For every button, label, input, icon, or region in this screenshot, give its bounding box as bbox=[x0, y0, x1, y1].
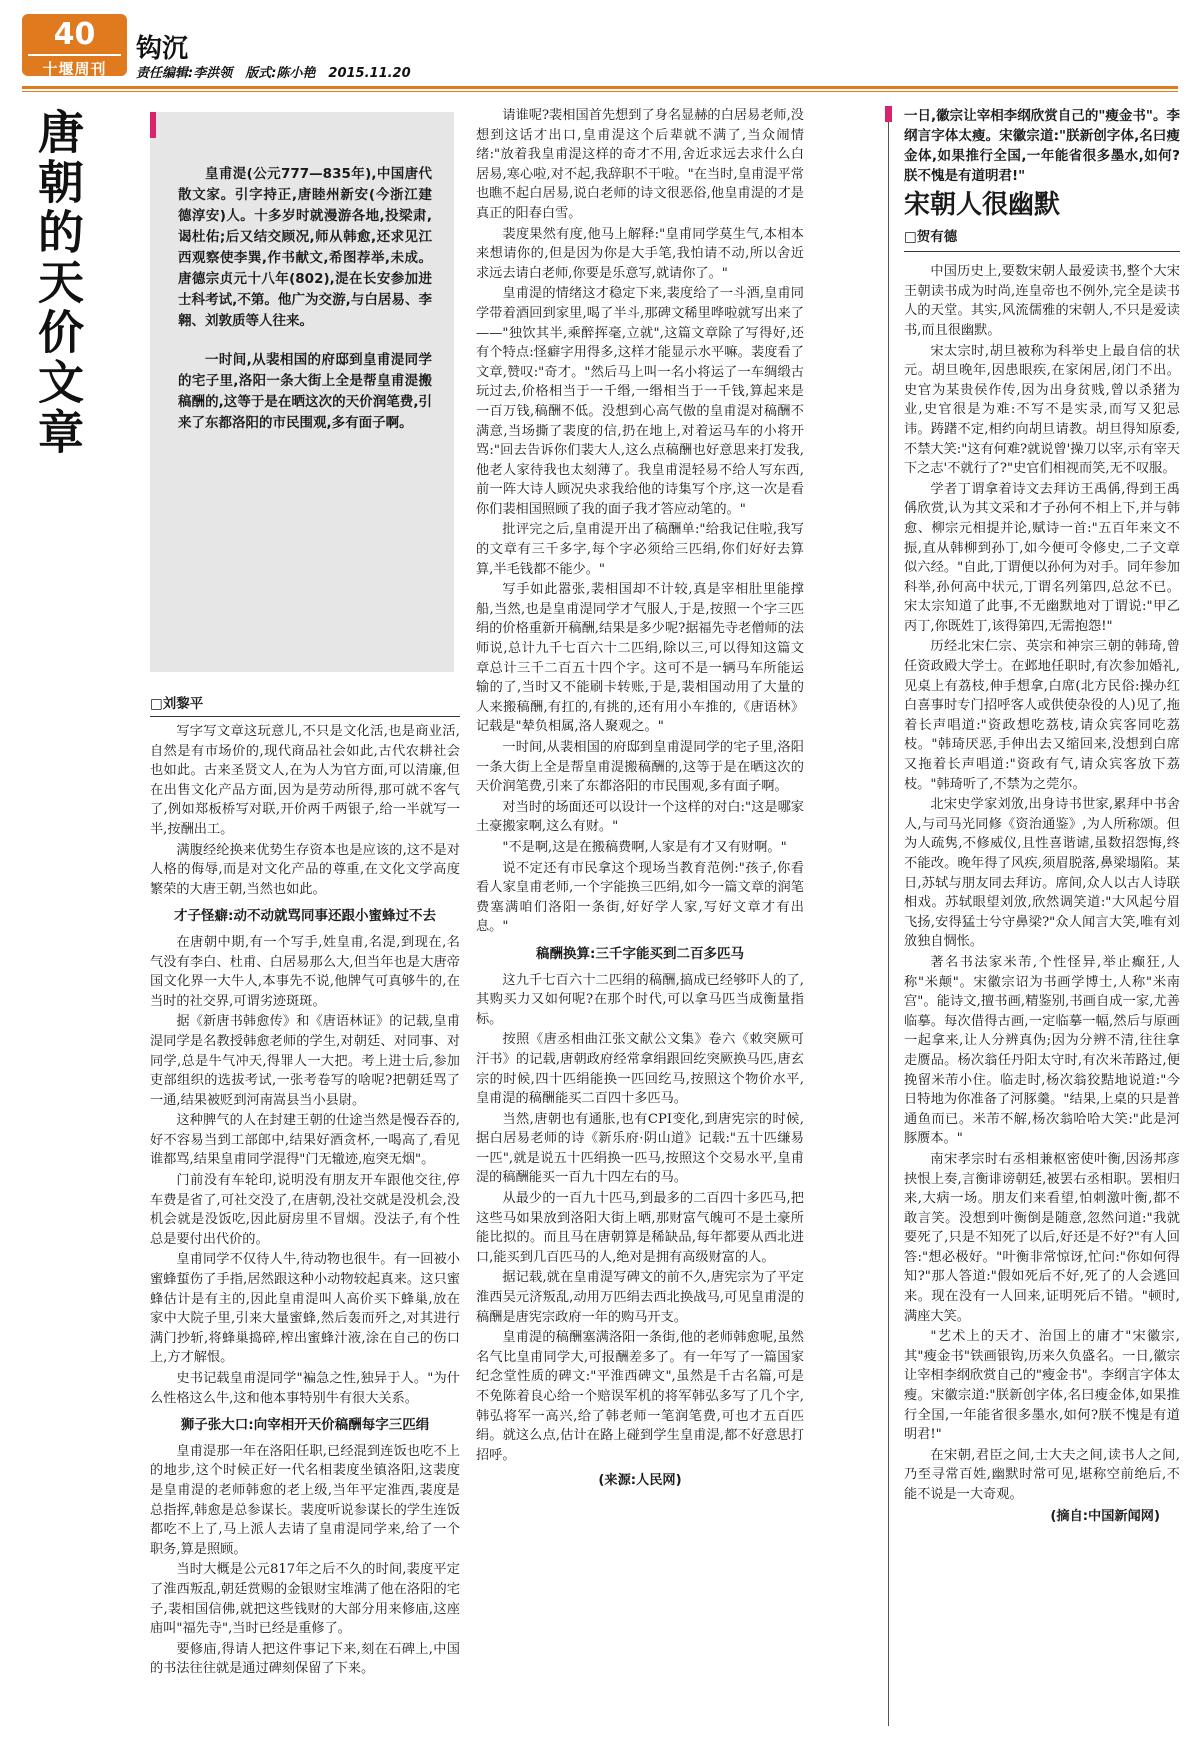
body-paragraph: 当然,唐朝也有通胀,也有CPI变化,到唐宪宗的时候,据白居易老师的诗《新乐府·阴山道》记载:"五十匹缣易一匹",就是说五十匹绢换一匹马,按照这个交易水平,皇甫湜的稿酬能买一百九十四左右的马。 bbox=[476, 1111, 804, 1186]
body-paragraph: 皇甫同学不仅待人牛,待动物也很牛。有一回被小蜜蜂蜇伤了手指,居然跟这种小动物较起真来。这只蜜蜂估计是有主的,因此皇甫湜叫人高价买下蜂巢,放在家中大院子里,引来大量蜜蜂,然后轰而歼之,对其进行满门抄斩,将蜂巢捣碎,榨出蜜蜂汁液,涂在自己的伤口上,方才解恨。 bbox=[150, 1252, 460, 1366]
pull-quote: 一日,徽宗让宰相李纲欣赏自己的"瘦金书"。李纲言字体太瘦。宋徽宗道:"朕新创字体,名曰瘦金体,如果推行全国,一年能省很多墨水,如何?朕不愧是有道明君!" bbox=[904, 108, 1180, 184]
body-paragraph: 按照《唐丞相曲江张文献公文集》卷六《敕突厥可汗书》的记载,唐朝政府经常拿绢跟回纥突厥换马匹,唐玄宗的时候,四十匹绢能换一匹回纥马,按照这个物价水平,皇甫湜的稿酬能买二百四十多匹马。 bbox=[476, 1032, 804, 1107]
article-column-1 bbox=[150, 722, 460, 1680]
body-paragraph: 写手如此嚣张,裴相国却不计较,真是宰相肚里能撑船,当然,也是皇甫湜同学才气服人,于是,按照一个字三匹绢的价格重新开稿酬,结果是多少呢?据福先寺老僧师的法师说,总计九千七百六十二匹绢,除以三,可以得知这篇文章总计三千二百五十四个字。这可不是一辆马车所能运输的了,当时又不能刷卡转账,于是,裴相国动用了大量的人来搬稿酬,有扛的,有挑的,还有用小车推的,《唐语林》记载是"辇负相属,洛人聚观之。" bbox=[476, 582, 804, 735]
source-credit: (摘自:中国新闻网) bbox=[1050, 1508, 1160, 1524]
body-paragraph: 著名书法家米芾,个性怪异,举止癫狂,人称"米颠"。宋徽宗诏为书画学博士,人称"米南宫"。能诗文,擅书画,精鉴别,书画自成一家,尤善临摹。每次借得古画,一定临摹一幅,然后与原画一起拿来,让人分辨真伪;因为分辨不清,往往拿走赝品。杨次翁任丹阳太守时,有次米芾路过,便挽留米芾小住。临走时,杨次翁狡黠地说道:"今日特地为你准备了河豚羹。"结果,上桌的只是普通鱼而已。米芾不解,杨次翁哈哈大笑:"此是河豚赝本。" bbox=[904, 954, 1180, 1147]
body-paragraph: 皇甫湜的情绪这才稳定下来,裴度给了一斗酒,皇甫同学带着酒回到家里,喝了半斗,那碑文稀里哗啦就写出来了——"独饮其半,乘醉挥毫,立就",这篇文章除了写得好,还有个特点:怪癖字用得多,这样才能显示水平嘛。裴度看了文章,赞叹:"奇才。"然后马上叫一名小将运了一车绸缎古玩过去,价格相当于一千缗,一缗相当于一千钱,算起来是一百万钱,稿酬不低。没想到心高气傲的皇甫湜对稿酬不满意,当场撕了裴度的信,扔在地上,对着运马车的小将开骂:"回去告诉你们裴大人,这么点稿酬也好意思来打发我,他老人家待我也太刻薄了。我皇甫湜轻易不给人写东西,前一阵大诗人顾况央求我给他的诗集写个序,这一次是看你们裴相国照顾了我的面子我才答应动笔的。" bbox=[476, 286, 804, 517]
body-paragraph: 在唐朝中期,有一个写手,姓皇甫,名湜,到现在,名气没有李白、杜甫、白居易那么大,但当年也是大唐帝国文化界一大牛人,本事先不说,他牌气可真够牛的,在当时的社交界,可谓劣迹斑斑。 bbox=[150, 934, 460, 1009]
page-number: 40 bbox=[53, 17, 96, 52]
intro-paragraph: 皇甫湜(公元777—835年),中国唐代散文家。引字持正,唐睦州新安(今浙江建德淳安)人。十多岁时就漫游各地,投梁肃,谒杜佑;后又结交顾况,师从韩愈,还求见江西观察使李巽,作书献文,希图荐举,未成。唐德宗贞元十八年(802),湜在长安参加进士科考试,不第。他广为交游,与白居易、李翱、刘敦质等人往来。 bbox=[178, 166, 432, 329]
subheading: 稿酬换算:三千字能买到二百多匹马 bbox=[536, 945, 744, 962]
intro-paragraph: 一时间,从裴相国的府邸到皇甫湜同学的宅子里,洛阳一条大街上全是帮皇甫湜搬稿酬的,这等于是在晒这次的天价润笔费,引来了东都洛阳的市民围观,多有面子啊。 bbox=[178, 352, 432, 431]
body-paragraph: 学者丁谓拿着诗文去拜访王禹偁,得到王禹偁欣赏,认为其文采和才子孙何不相上下,并与韩愈、柳宗元相提并论,赋诗一首:"五百年来文不振,直从韩柳到孙丁,如今便可令修史,二子文章似六经。"自此,丁谓便以孙何为对手。同年参加科举,孙何高中状元,丁谓名列第四,总忿不已。宋太宗知道了此事,不无幽默地对丁谓说:"甲乙丙丁,你既姓丁,该得第四,无需抱怨!" bbox=[904, 481, 1180, 634]
body-paragraph: 裴度果然有度,他马上解释:"皇甫同学莫生气,本相本来想请你的,但是因为你是大手笔,我怕请不动,所以舍近求远去请白老师,你要是乐意写,就请你了。" bbox=[476, 226, 804, 281]
article-column-3 bbox=[904, 106, 1180, 1527]
divider-marker bbox=[885, 106, 892, 122]
body-paragraph: 对当时的场面还可以设计一个这样的对白:"这是哪家土豪搬家啊,这么有财。" bbox=[476, 799, 804, 835]
body-paragraph: 批评完之后,皇甫湜开出了稿酬单:"给我记住啦,我写的文章有三千多字,每个字必须给三匹绢,你们好好去算算,半毛钱都不能少。" bbox=[476, 522, 804, 577]
body-paragraph: 满腹经纶换来优势生存资本也是应该的,这不是对人格的侮辱,而是对文化产品的尊重,在文化文学高度繁荣的大唐王朝,当然也如此。 bbox=[150, 842, 460, 897]
body-paragraph: "艺术上的天才、治国上的庸才"宋徽宗,其"瘦金书"铁画银钩,历来久负盛名。一日,徽宗让宰相李纲欣赏自己的"瘦金书"。李纲言字体太瘦。宋徽宗道:"朕新创字体,名曰瘦金体,如果推行全国,一年能省很多墨水,如何?朕不愧是有道明君!" bbox=[904, 1329, 1180, 1443]
body-paragraph: 南宋孝宗时右丞相兼枢密使叶衡,因汤邦彦挟恨上奏,言衡诽谤朝廷,被罢右丞相职。罢相归来,大病一场。朋友们来看望,怕刺激叶衡,都不敢言笑。没想到叶衡倒是随意,忽然问道:"我就要死了,只是不知死了以后,好还是不好?"有人回答:"想必极好。"叶衡非常惊讶,忙问:"你如何得知?"那人答道:"假如死后不好,死了的人会逃回来。现在没有一人回来,证明死后不错。"顿时,满座大笑。 bbox=[904, 1151, 1180, 1324]
body-paragraph: 宋太宗时,胡旦被称为科举史上最自信的状元。胡旦晚年,因患眼疾,在家闲居,闭门不出。史官为某贵侯作传,因为出身贫贱,曾以杀猪为业,史官很是为难:不写不是实录,而写又犯忌讳。踌躇不定,相约向胡旦请教。胡旦得知原委,不禁大笑:"这有何难?就说曾'操刀以宰,示有宰天下之志'不就行了?"史官们相视而笑,无不叹服。 bbox=[904, 343, 1180, 477]
body-paragraph: 这九千七百六十二匹绢的稿酬,搞成已经够吓人的了,其购买力又如何呢?在那个时代,可以拿马匹当成衡量指标。 bbox=[476, 972, 804, 1027]
article-byline: □刘黎平 bbox=[150, 692, 460, 717]
article-title: 唐朝的天价文章 bbox=[31, 108, 85, 458]
body-paragraph: 门前没有车轮印,说明没有朋友开车跟他交往,停车费是省了,可社交没了,在唐朝,没社交就是没机会,没机会就是没饭吃,因此厨房里不冒烟。没法子,有个性总是要付出代价的。 bbox=[150, 1173, 460, 1247]
header-rule-thin bbox=[22, 91, 1178, 92]
body-paragraph: 据《新唐书韩愈传》和《唐语林证》的记载,皇甫湜同学是名教授韩愈老师的学生,对朝廷、对同事、对同学,总是牛气冲天,得罪人一大把。考上进士后,参加吏部组织的选拔考试,一张考卷写的啥呢?把朝廷骂了一通,结果被贬到河南嵩县当小县尉。 bbox=[150, 1014, 460, 1108]
subheading: 才子怪癖:动不动就骂同事还跟小蜜蜂过不去 bbox=[174, 908, 436, 925]
column-divider bbox=[888, 106, 889, 1726]
body-paragraph: 这种脾气的人在封建王朝的仕途当然是慢吞吞的,好不容易当到工部郎中,结果好酒贪杯,一喝高了,看见谁都骂,结果皇甫同学混得"门无辙迹,庖突无烟"。 bbox=[150, 1113, 460, 1168]
body-paragraph: 北宋史学家刘攽,出身诗书世家,累拜中书舍人,与司马光同修《资治通鉴》,为人所称颂。但为人疏隽,不修威仪,且性喜谐谑,虽数招怨悔,终不能改。晚年得了风疾,须眉脱落,鼻梁塌陷。某日,苏轼与朋友同去拜访。席间,众人以古人诗联相戏。苏轼眼望刘攽,欣然调笑道:"大风起兮眉飞扬,安得猛士兮守鼻梁?"众人闻言大笑,唯有刘攽独自惆怅。 bbox=[904, 797, 1180, 950]
header-rule bbox=[22, 86, 1178, 89]
body-paragraph: 据记载,就在皇甫湜写碑文的前不久,唐宪宗为了平定淮西吴元济叛乱,动用万匹绢去西北换战马,可见皇甫湜的稿酬是唐宪宗政府一年的购马开支。 bbox=[476, 1270, 804, 1325]
body-paragraph: 请谁呢?裴相国首先想到了身名显赫的白居易老师,没想到这话才出口,皇甫湜这个后辈就不满了,当众闹情绪:"放着我皇甫湜这样的奇才不用,舍近求远去求什么白居易,寒心啦,对不起,我辞职不干啦。"在当时,皇甫湜平常也瞧不起白居易,说白老师的诗文很恶俗,他皇甫湜的才是真正的阳春白雪。 bbox=[476, 108, 804, 221]
article-title-2: 宋朝人很幽默 bbox=[904, 190, 1061, 220]
publication-brand: 十堰周刊 bbox=[28, 54, 121, 79]
article-column-2 bbox=[476, 106, 804, 1492]
intro-box bbox=[150, 112, 454, 672]
body-paragraph: 皇甫湜那一年在洛阳任职,已经混到连饭也吃不上的地步,这个时候正好一代名相裴度坐镇洛阳,这裴度是皇甫湜的老师韩愈的老上级,当年平定淮西,裴度是总指挥,韩愈是总参谋长。裴度听说参谋长的学生连饭都吃不上了,马上派人去请了皇甫湜同学来,给了一个职务,算是照顾。 bbox=[150, 1443, 460, 1557]
subheading: 狮子张大口:向宰相开天价稿酬每字三匹绢 bbox=[180, 1417, 430, 1434]
source-credit: (来源:人民网) bbox=[598, 1473, 682, 1489]
body-paragraph: 要修庙,得请人把这件事记下来,刻在石碑上,中国的书法往往就是通过碑刻保留了下来。 bbox=[150, 1641, 460, 1677]
body-paragraph: 当时大概是公元817年之后不久的时间,裴度平定了淮西叛乱,朝廷赏赐的金银财宝堆满了他在洛阳的宅子,裴相国信佛,就把这些钱财的大部分用来修庙,这座庙叫"福先寺",当时已经是重修了。 bbox=[150, 1562, 460, 1637]
editor-credits: 责任编辑:李洪领 版式:陈小艳 2015.11.20 bbox=[136, 66, 411, 81]
body-paragraph: 中国历史上,要数宋朝人最爱读书,整个大宋王朝读书成为时尚,连皇帝也不例外,完全是读书人的天堂。其实,风流儒雅的宋朝人,不只是爱读书,而且很幽默。 bbox=[904, 264, 1180, 338]
body-paragraph: "不是啊,这是在搬稿费啊,人家是有才又有财啊。" bbox=[502, 839, 787, 855]
article-byline-2: □贺有德 bbox=[904, 228, 1180, 253]
body-paragraph: 史书记载皇甫湜同学"褊急之性,独异于人。"为什么性格这么牛,这和他本事特别牛有很大关系。 bbox=[150, 1371, 460, 1406]
body-paragraph: 在宋朝,君臣之间,士大夫之间,读书人之间,乃至寻常百姓,幽默时常可见,堪称空前绝后,不能不说是一大奇观。 bbox=[904, 1447, 1180, 1502]
body-paragraph: 皇甫湜的稿酬塞满洛阳一条街,他的老师韩愈呢,虽然名气比皇甫同学大,可报酬差多了。有一年写了一篇国家纪念堂性质的碑文:"平淮西碑文",虽然是千古名篇,可是不免陈着良心给一个赔误军机的将军韩弘多写了几个字,韩弘将军一高兴,给了韩老师一笔润笔费,可也才五百匹绢。就这么点,估计在路上碰到学生皇甫湜,都不好意思打招呼。 bbox=[476, 1330, 804, 1463]
body-paragraph: 历经北宋仁宗、英宗和神宗三朝的韩琦,曾任资政殿大学士。在邺地任职时,有次参加婚礼,见桌上有荔枝,伸手想拿,白席(北方民俗:操办红白喜事时专门招呼客人或供使杂役的人)见了,拖着长声唱道:"资政想吃荔枝,请众宾客同吃荔枝。"韩琦厌恶,手伸出去又缩回来,没想到白席又拖着长声唱道:"资政有气,请众宾客放下荔枝。"韩琦听了,不禁为之莞尔。 bbox=[904, 639, 1180, 792]
body-paragraph: 写字写文章这玩意儿,不只是文化活,也是商业活,自然是有市场价的,现代商品社会如此,古代农耕社会也如此。古来圣贤文人,在为人为官方面,可以清廉,但在出售文化产品方面,因为是劳动所得,那可就不客气了,例如郑板桥写对联,开价两千两银子,给一半就写一半,按酬出工。 bbox=[150, 724, 460, 837]
body-paragraph: 说不定还有市民拿这个现场当教育范例:"孩子,你看看人家皇甫老师,一个字能换三匹绢,如今一篇文章的润笔费塞满咱们洛阳一条街,好好学人家,写好文章才有出息。" bbox=[476, 860, 804, 935]
section-title: 钩沉 bbox=[136, 34, 189, 64]
body-paragraph: 一时间,从裴相国的府邸到皇甫湜同学的宅子里,洛阳一条大街上全是帮皇甫湜搬稿酬的,这等于是在晒这次的天价润笔费,引来了东都洛阳的市民围观,多有面子啊。 bbox=[476, 740, 804, 795]
article-body-2 bbox=[904, 262, 1180, 1526]
body-paragraph: 从最少的一百九十匹马,到最多的二百四十多匹马,把这些马如果放到洛阳大街上晒,那财富气魄可不是土豪所能比拟的。而且马在唐朝算是稀缺品,每年都要从西北进口,能买到几百匹马的人,绝对是拥有高级财富的人。 bbox=[476, 1191, 804, 1265]
page-number-badge bbox=[22, 14, 127, 76]
